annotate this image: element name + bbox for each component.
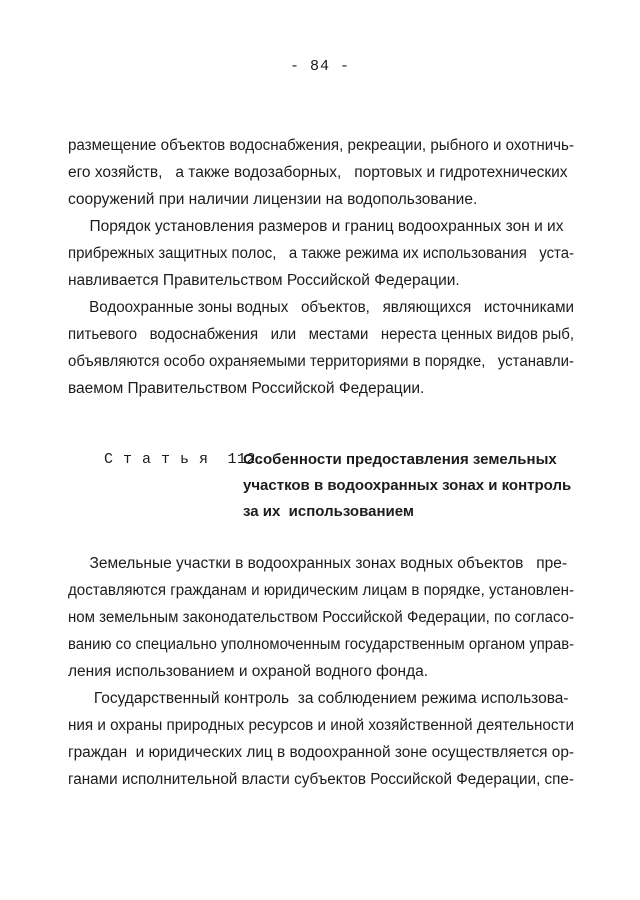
paragraph-5-line-1: Государственный контроль за соблюдением режима использова- [68, 690, 569, 707]
paragraph-3-line-2: питьевого водоснабжения или местами нереста ценных видов рыб, [68, 326, 574, 343]
paragraph-3-line-4: ваемом Правительством Российской Федерации. [68, 380, 425, 397]
paragraph-1-line-2: его хозяйств, а также водозаборных, портовых и гидротехнических [68, 164, 568, 181]
paragraph-5-line-4: ганами исполнительной власти субъектов Российской Федерации, спе- [68, 771, 574, 788]
paragraph-4-line-4: ванию со специально уполномоченным государственным органом управ- [68, 636, 574, 653]
paragraph-3-line-3: объявляются особо охраняемыми территориями в порядке, устанавли- [68, 353, 574, 370]
paragraph-3-line-1: Водоохранные зоны водных объектов, являющихся источниками [68, 299, 574, 316]
paragraph-4-line-5: ления использованием и охраной водного фонда. [68, 663, 429, 680]
paragraph-1-line-3: сооружений при наличии лицензии на водопользование. [68, 191, 478, 208]
article-title-line-1: Особенности предоставления земельных [243, 451, 557, 468]
article-title-line-2: участков в водоохранных зонах и контроль [243, 477, 572, 494]
paragraph-5-line-2: ния и охраны природных ресурсов и иной хозяйственной деятельности [68, 717, 574, 734]
paragraph-2-line-3: навливается Правительством Российской Федерации. [68, 272, 460, 289]
page-number: - 84 - [289, 58, 350, 75]
paragraph-4-line-3: ном земельным законодательством Российской Федерации, по согласо- [68, 609, 574, 626]
article-number: С т а т ь я 112. [104, 451, 266, 468]
paragraph-4-line-2: доставляются гражданам и юридическим лицам в порядке, установлен- [68, 582, 574, 599]
paragraph-4-line-1: Земельные участки в водоохранных зонах водных объектов пре- [68, 555, 568, 572]
paragraph-2-line-2: прибрежных защитных полос, а также режима их использования уста- [68, 245, 574, 262]
paragraph-2-line-1: Порядок установления размеров и границ водоохранных зон и их [68, 218, 564, 235]
paragraph-5-line-3: граждан и юридических лиц в водоохранной зоне осуществляется ор- [68, 744, 574, 761]
article-title-line-3: за их использованием [243, 503, 414, 520]
paragraph-1-line-1: размещение объектов водоснабжения, рекреации, рыбного и охотничь- [68, 137, 574, 154]
